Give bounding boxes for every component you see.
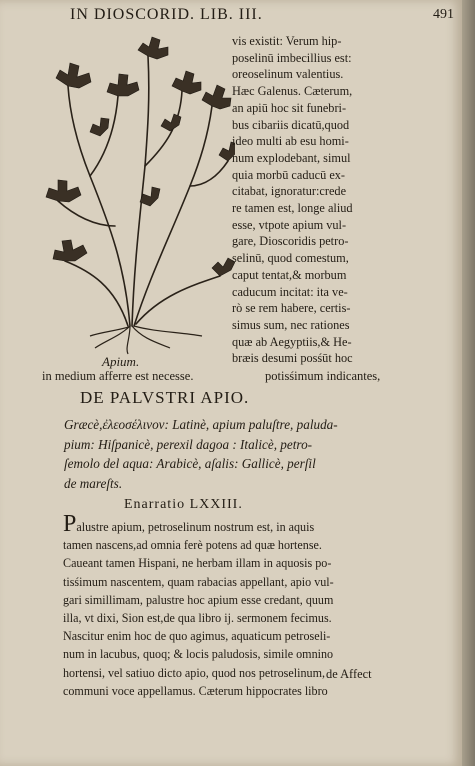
section-heading: DE PALVSTRI APIO. bbox=[80, 388, 250, 407]
body-line: hortensi, vel satiuo dicto apio, quod nos petroselinum, bbox=[63, 665, 325, 680]
body-line: alustre apium, petroselinum nostrum est, in aquis bbox=[76, 520, 315, 534]
body-line: gari simillimam, palustre hoc apium esse credant, quum bbox=[63, 592, 334, 607]
illustration-caption: Apium. bbox=[102, 354, 140, 369]
page-edge bbox=[462, 0, 475, 766]
column-line: potisśimum indicantes, bbox=[265, 369, 381, 383]
column-line: caput tentat,& morbum bbox=[232, 267, 347, 282]
column-line: Hæc Galenus. Cæterum, bbox=[232, 84, 353, 99]
synonym-line: de mareſts. bbox=[64, 475, 123, 491]
column-line: an apiū hoc sit funebri- bbox=[232, 100, 347, 115]
synonym-line: ſemolo del aqua: Arabicè, aſalis: Gallicè, perſil bbox=[64, 456, 316, 471]
body-line: tamen nascens,ad omnia ferè potens ad quæ hortense. bbox=[63, 538, 322, 553]
synonym-line: Græcè,ἐλεοσέλινον: Latinè, apium paluſtre, paluda- bbox=[64, 417, 338, 432]
page-number: 491 bbox=[433, 7, 454, 22]
body-line: num in lacubus, quoq; & locis paludosis, simile omnino bbox=[63, 647, 334, 662]
column-line: oreoselinum valentius. bbox=[232, 67, 344, 82]
column-line: gare, Dioscoridis petro- bbox=[232, 234, 349, 249]
synonym-line: pium: Hiſpanicè, perexil dagoa : Italicè, petro- bbox=[64, 436, 313, 452]
column-line: rò se rem habere, certis- bbox=[232, 301, 351, 316]
column-line: caducum incitat: ita ve- bbox=[232, 284, 348, 299]
body-line: illa, vt dixi, Sion est,de qua libro ij. sermonem fecimus. bbox=[63, 611, 332, 626]
enarratio-heading: Enarratio LXXIII. bbox=[124, 497, 243, 512]
column-line: ideo multi ab esu homi- bbox=[232, 134, 349, 149]
column-line: poselinū imbecillius est: bbox=[232, 50, 352, 65]
column-line: bræis desumi posśūt hoc bbox=[232, 351, 353, 366]
apium-plant-illustration bbox=[30, 36, 235, 356]
body-line: communi voce appellamus. Cæterum hippocrates libro bbox=[63, 683, 328, 698]
column-line: re tamen est, longe aliud bbox=[232, 201, 353, 216]
column-line: simus sum, nec rationes bbox=[232, 317, 350, 332]
drop-capital: P bbox=[63, 511, 77, 537]
column-line: citabat, ignoratur:crede bbox=[232, 184, 347, 199]
synonyms-paragraph bbox=[64, 415, 394, 493]
body-line: Nascitur enim hoc de quo agimus, aquaticum petroseli- bbox=[63, 629, 331, 644]
column-line: bus cibariis dicatū,quod bbox=[232, 117, 350, 132]
column-line: esse, vtpote apium vul- bbox=[232, 217, 347, 232]
body-line: tisśimum nascentem, quam rabacias appellant, apio vul- bbox=[63, 574, 334, 589]
catchword: de Affect bbox=[326, 667, 372, 681]
body-line: Caueant tamen Hispani, ne herbam illam in aquosis po- bbox=[63, 556, 332, 571]
column-line: quia morbū caducū ex- bbox=[232, 167, 346, 182]
column-line: num explodebant, simul bbox=[232, 150, 351, 165]
column-line: selinū, quod comestum, bbox=[232, 251, 349, 266]
running-title: IN DIOSCORID. LIB. III. bbox=[70, 6, 263, 23]
column-line: vis existit: Verum hip- bbox=[232, 34, 342, 48]
column-line: quæ ab Aegyptiis,& He- bbox=[232, 334, 352, 349]
column-tail-line: in medium afferre est necesse. bbox=[42, 369, 194, 383]
text-column-right bbox=[232, 33, 380, 367]
